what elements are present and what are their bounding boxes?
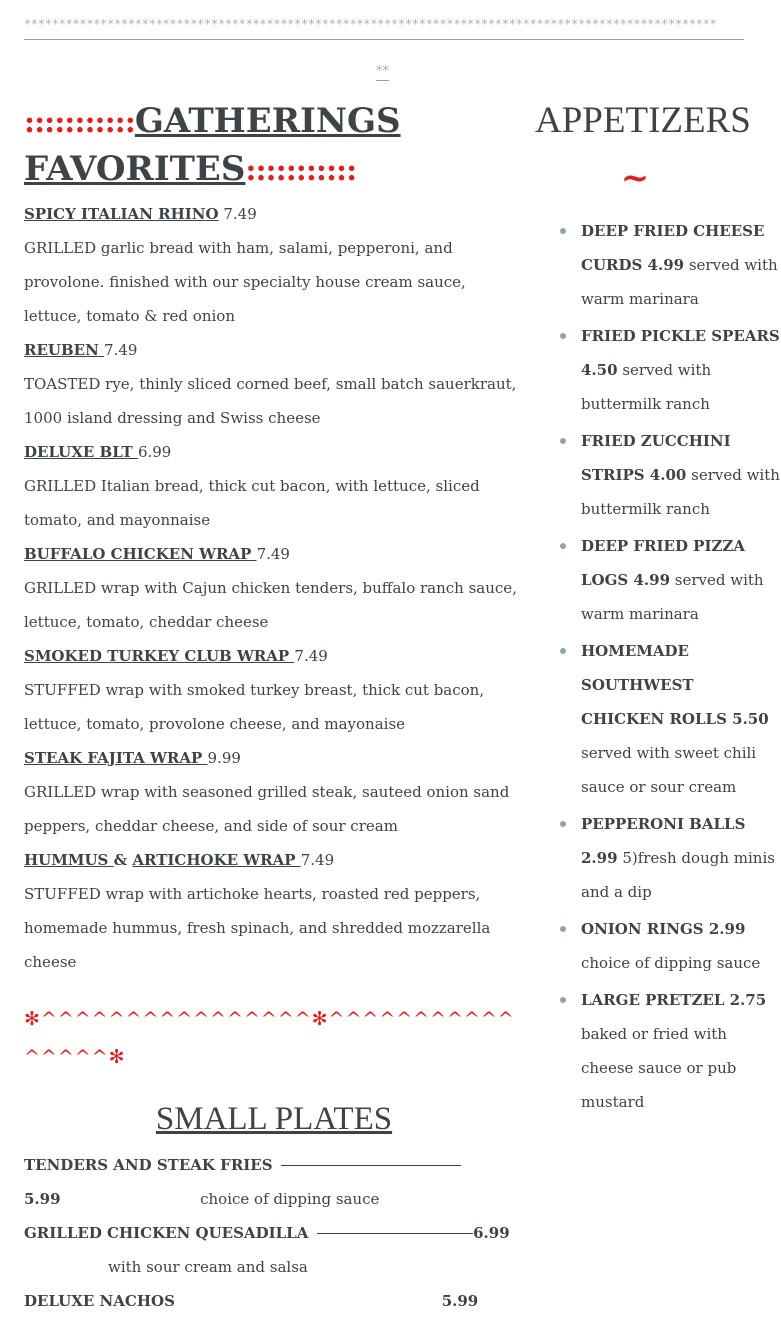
item-name: STEAK FAJITA WRAP	[24, 749, 208, 767]
appetizer-description: served with warm marinara	[581, 256, 778, 308]
appetizer-name: PEPPERONI BALLS 2.99	[581, 815, 746, 867]
item-name: BUFFALO CHICKEN WRAP	[24, 545, 257, 563]
item-description: GRILLED garlic bread with ham, salami, pepperoni, and provolone. finished with our specialty house cream sauce, lettuce, tomato & red onion	[24, 239, 466, 325]
appetizer-description: served with buttermilk ranch	[581, 466, 780, 518]
item-price: 7.49	[256, 545, 290, 563]
item-price: 6.99	[137, 443, 172, 461]
decorative-divider: ✻^^^^^^^^^^^^^^^^✻^^^^^^^^^^^^^^^^✻	[24, 1008, 515, 1068]
item-name-second: ARTICHOKE WRAP	[132, 851, 301, 869]
item-name: SMOKED TURKEY CLUB WRAP	[24, 647, 295, 665]
bullet-icon	[560, 543, 566, 549]
item-description: GRILLED wrap with seasoned grilled steak, sauteed onion sand peppers, cheddar cheese, and side of sour cream	[24, 783, 510, 835]
small-plate-description: choice of dipping sauce	[200, 1190, 380, 1208]
menu-item	[24, 197, 524, 231]
small-plates-list	[24, 1148, 524, 1318]
appetizer-name: ONION RINGS 2.99	[581, 920, 746, 938]
small-plate-name: TENDERS AND STEAK FRIES	[24, 1156, 273, 1174]
item-name: REUBEN	[24, 341, 105, 359]
leader-line	[317, 1233, 473, 1234]
title-dots-right: :::::::::::	[245, 153, 357, 188]
section-title-gatherings-favorites	[24, 98, 524, 194]
appetizer-description: choice of dipping sauce	[581, 954, 761, 972]
item-name: DELUXE BLT	[24, 443, 138, 461]
small-plate-name: GRILLED CHICKEN QUESADILLA	[24, 1224, 309, 1242]
small-plate-price: 5.99	[24, 1190, 61, 1208]
bullet-icon	[560, 997, 566, 1003]
leader-line	[281, 1165, 461, 1166]
appetizer-item	[581, 807, 781, 909]
item-description: STUFFED wrap with artichoke hearts, roasted red peppers, homemade hummus, fresh spinach, and shredded mozzarella cheese	[24, 885, 491, 971]
appetizer-description: baked or fried with cheese sauce or pub mustard	[581, 1025, 737, 1111]
menu-item	[24, 639, 524, 673]
small-plate-item-detail	[24, 1250, 524, 1284]
small-plate-item	[24, 1216, 524, 1250]
decorative-small-stars: **	[376, 64, 389, 79]
bullet-icon	[560, 333, 566, 339]
item-description: STUFFED wrap with smoked turkey breast, thick cut bacon, lettuce, tomato, provolone cheese, and mayonaise	[24, 681, 485, 733]
bullet-icon	[560, 821, 566, 827]
appetizer-item	[581, 529, 781, 631]
decorative-tilde: ~	[620, 158, 650, 198]
menu-item	[24, 435, 524, 469]
appetizer-item	[581, 634, 781, 804]
appetizer-name: HOMEMADE SOUTHWEST CHICKEN ROLLS 5.50	[581, 642, 769, 728]
appetizer-name: DEEP FRIED PIZZA LOGS 4.99	[581, 537, 746, 589]
title-line-2: FAVORITES	[24, 149, 246, 189]
item-name: HUMMUS	[24, 851, 114, 869]
bullet-icon	[560, 648, 566, 654]
item-price: 7.49	[104, 341, 138, 359]
item-description: GRILLED wrap with Cajun chicken tenders, buffalo ranch sauce, lettuce, tomato, cheddar cheese	[24, 579, 517, 631]
item-price: 7.49	[223, 205, 257, 223]
item-description: TOASTED rye, thinly sliced corned beef, small batch sauerkraut, 1000 island dressing and Swiss cheese	[24, 375, 517, 427]
menu-item	[24, 741, 524, 775]
menu-item	[24, 537, 524, 571]
small-plate-description: with sour cream and salsa	[108, 1258, 308, 1276]
appetizer-name: DEEP FRIED CHEESE CURDS 4.99	[581, 222, 765, 274]
appetizer-description: served with sweet chili sauce or sour cream	[581, 744, 757, 796]
decorative-star-border: ****************************************************************************************************	[24, 17, 744, 40]
item-description: GRILLED Italian bread, thick cut bacon, with lettuce, sliced tomato, and mayonnaise	[24, 477, 480, 529]
small-plate-item	[24, 1148, 524, 1182]
item-price: 7.49	[300, 851, 335, 869]
item-price: 7.49	[294, 647, 328, 665]
small-plate-price: 6.99	[473, 1224, 510, 1242]
small-plate-item-detail	[24, 1182, 524, 1216]
item-name: SPICY ITALIAN RHINO	[24, 205, 219, 223]
appetizer-item	[581, 424, 781, 526]
appetizer-name: FRIED ZUCCHINI STRIPS 4.00	[581, 432, 731, 484]
appetizer-item	[581, 319, 781, 421]
appetizer-item	[581, 214, 781, 316]
appetizer-name: FRIED PICKLE SPEARS 4.50	[581, 327, 780, 379]
appetizer-description: served with buttermilk ranch	[581, 361, 712, 413]
menu-item	[24, 333, 524, 367]
small-plate-price: 5.99	[441, 1292, 479, 1310]
appetizer-item	[581, 983, 781, 1119]
small-plate-item	[24, 1284, 524, 1318]
title-line-1: GATHERINGS	[134, 101, 401, 141]
appetizer-description: served with warm marinara	[581, 571, 764, 623]
bullet-icon	[560, 228, 566, 234]
appetizer-description: 5)fresh dough minis and a dip	[581, 849, 775, 901]
bullet-icon	[560, 926, 566, 932]
section-title-appetizers: APPETIZERS	[535, 100, 751, 141]
menu-item	[24, 843, 524, 877]
appetizer-item	[581, 912, 781, 980]
title-dots-left: :::::::::::	[24, 105, 135, 140]
item-name-ampersand: &	[113, 851, 133, 869]
appetizer-name: LARGE PRETZEL 2.75	[581, 991, 767, 1009]
appetizers-list	[557, 214, 781, 1122]
section-title-small-plates: SMALL PLATES	[155, 1101, 393, 1137]
bullet-icon	[560, 438, 566, 444]
small-plate-name: DELUXE NACHOS	[24, 1292, 175, 1310]
favorites-menu	[24, 197, 524, 979]
item-price: 9.99	[207, 749, 241, 767]
